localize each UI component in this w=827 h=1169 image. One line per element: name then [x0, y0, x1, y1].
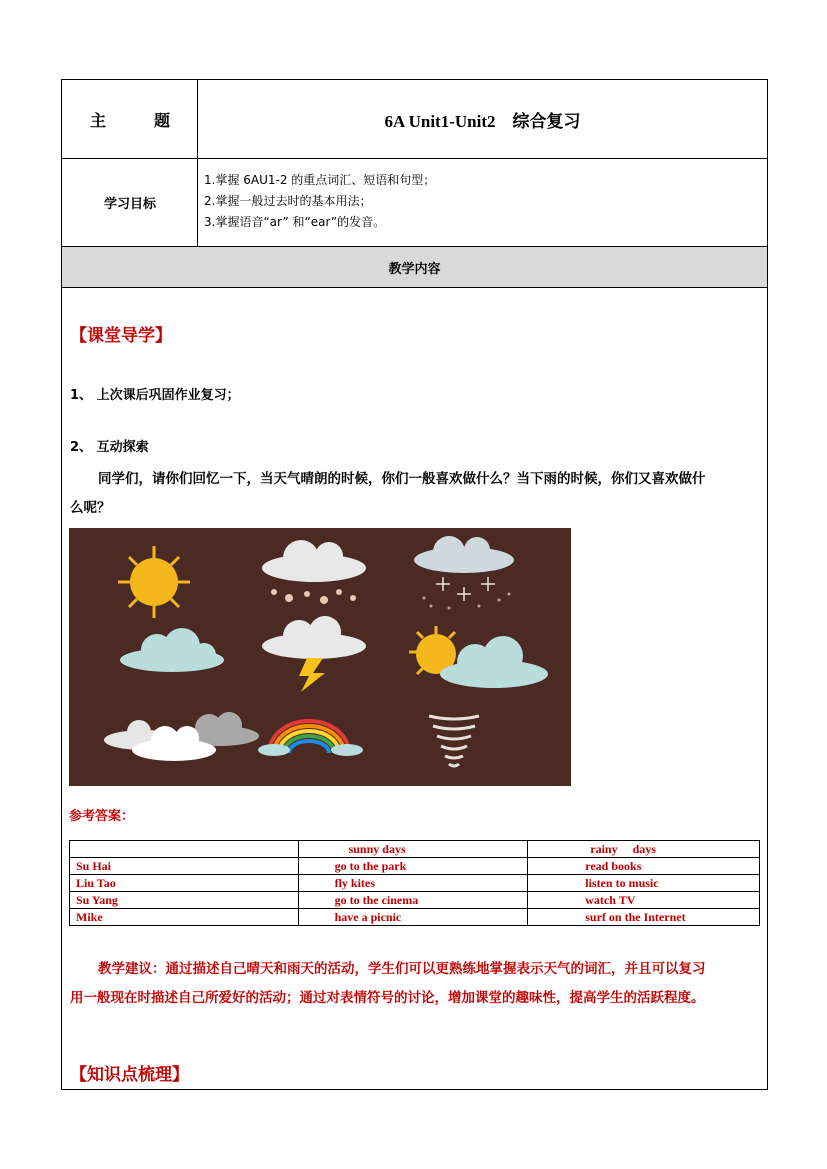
- content-label: 教学内容: [62, 247, 767, 287]
- step-2: 2、 互动探索: [70, 440, 149, 455]
- cloud-icon: [120, 628, 224, 672]
- weather-icons-svg: [69, 528, 571, 786]
- table-cell: Mike: [70, 909, 299, 926]
- table-cell: sunny days: [298, 841, 528, 858]
- table-cell: Su Yang: [70, 892, 299, 909]
- table-cell: go to the cinema: [298, 892, 528, 909]
- table-cell: fly kites: [298, 875, 528, 892]
- table-row: [70, 909, 760, 926]
- table-cell: read books: [528, 858, 760, 875]
- table-cell: rainy days: [528, 841, 760, 858]
- step-1: 1、 上次课后巩固作业复习；: [70, 388, 240, 403]
- table-cell: go to the park: [298, 858, 528, 875]
- goals-label: 学习目标: [103, 196, 156, 212]
- overcast-icon: [104, 712, 259, 761]
- partly-sunny-icon: [409, 626, 548, 688]
- frame-right: [767, 79, 768, 1090]
- teaching-tip: [70, 955, 765, 1013]
- weather-icons-image: [69, 528, 571, 786]
- table-cell: Liu Tao: [70, 875, 299, 892]
- prompt-line-2: 么呢？: [70, 500, 111, 516]
- rain-cloud-icon: [262, 540, 366, 604]
- answer-label: 参考答案：: [69, 809, 135, 824]
- page-title: 6A Unit1-Unit2 综合复习: [384, 111, 581, 131]
- snow-cloud-icon: [414, 536, 514, 610]
- table-cell: [70, 841, 299, 858]
- table-row: [70, 875, 760, 892]
- row-divider-3: [61, 287, 768, 288]
- table-cell: listen to music: [528, 875, 760, 892]
- prompt-line-1: 同学们，请你们回忆一下，当天气晴朗的时候，你们一般喜欢做什么？当下雨的时候，你们又喜欢做什: [98, 471, 706, 487]
- answer-table: [69, 840, 760, 926]
- teaching-tip-line-1: 教学建议：通过描述自己晴天和雨天的活动，学生们可以更熟练地掌握表示天气的词汇，并且可以复习: [98, 961, 706, 977]
- table-cell: surf on the Internet: [528, 909, 760, 926]
- table-cell: have a picnic: [298, 909, 528, 926]
- teaching-tip-line-2: 用一般现在时描述自己所爱好的活动；通过对表情符号的讨论，增加课堂的趣味性，提高学生的活跃程度。: [70, 990, 705, 1006]
- goal-item: 3.掌握语音“ar” 和“ear”的发音。: [204, 215, 386, 229]
- table-row: [70, 892, 760, 909]
- table-cell: watch TV: [528, 892, 760, 909]
- table-row: [70, 858, 760, 875]
- sun-icon: [118, 546, 190, 618]
- table-header-row: [70, 841, 760, 858]
- goals-list: [204, 170, 435, 233]
- tornado-icon: [429, 716, 479, 766]
- thunderstorm-icon: [262, 616, 366, 692]
- frame-bottom: [61, 1089, 768, 1090]
- section-heading-guide: 【课堂导学】: [70, 326, 172, 346]
- subject-label: 主 题: [89, 110, 171, 130]
- goal-item: 2.掌握一般过去时的基本用法；: [204, 194, 372, 208]
- section-heading-knowledge: 【知识点梳理】: [70, 1065, 189, 1085]
- table-cell: Su Hai: [70, 858, 299, 875]
- prompt-paragraph: [70, 465, 765, 523]
- goal-item: 1.掌握 6AU1-2 的重点词汇、短语和句型；: [204, 173, 436, 187]
- rainbow-icon: [258, 721, 363, 756]
